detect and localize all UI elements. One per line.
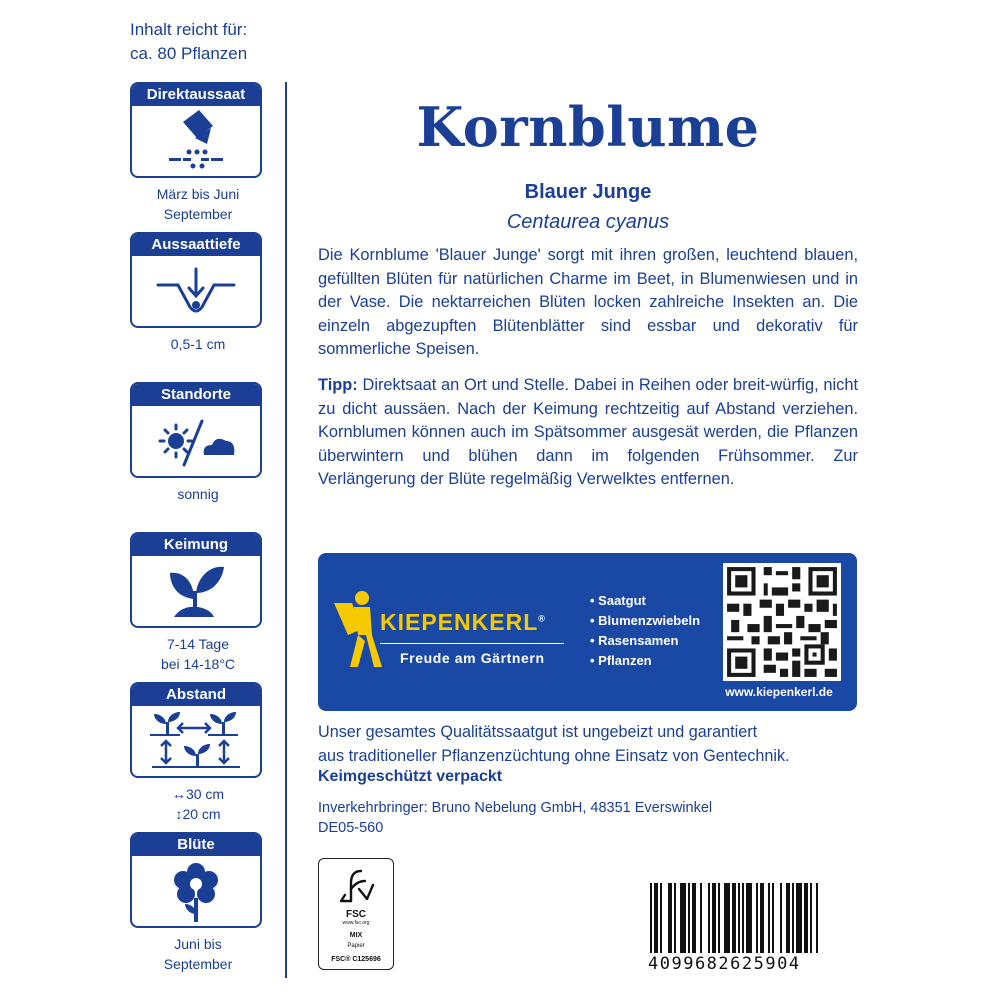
distributor-line: Inverkehrbringer: Bruno Nebelung GmbH, 48351 Everswinkel xyxy=(318,800,713,816)
card-title: Keimung xyxy=(132,534,260,556)
spacing-icon xyxy=(132,706,260,776)
brand-name: KIEPENKERL® xyxy=(380,609,546,635)
barcode-bar xyxy=(816,883,818,953)
brand-divider xyxy=(380,643,564,644)
caption-line: sonnig xyxy=(177,486,219,502)
barcode-bar xyxy=(792,883,794,953)
barcode-bar xyxy=(724,883,730,953)
barcode-bar xyxy=(780,883,782,953)
product-title: Kornblume xyxy=(416,95,760,159)
card-bluete xyxy=(130,832,262,928)
barcode-bar xyxy=(732,883,736,953)
packaging-note: Keimgeschützt verpackt xyxy=(318,768,503,785)
caption-line: 7-14 Tage xyxy=(166,636,229,652)
quality-line: aus traditioneller Pflanzenzüchtung ohne Einsatz von Gentechnik. xyxy=(318,747,790,765)
barcode-bar xyxy=(796,883,802,953)
barcode-bar xyxy=(650,883,652,953)
product-variety: Blauer Junge xyxy=(524,181,652,203)
list-item: • Pflanzen xyxy=(590,653,652,668)
seedling-icon xyxy=(132,556,260,626)
barcode-icon xyxy=(650,883,860,953)
barcode-bar xyxy=(712,883,716,953)
distributor-code: DE05-560 xyxy=(318,820,384,836)
barcode-bar xyxy=(680,883,686,953)
quality-line: Unser gesamtes Qualitätssaatgut ist ungebeizt und garantiert xyxy=(318,723,758,741)
barcode-bar xyxy=(768,883,770,953)
list-item: • Rasensamen xyxy=(590,633,679,648)
brand-banner xyxy=(318,553,857,711)
barcode-bar xyxy=(700,883,702,953)
barcode-bar xyxy=(654,883,658,953)
sidebar-divider xyxy=(285,82,287,978)
card-caption-abstand xyxy=(120,784,276,824)
card-caption-aussaattiefe xyxy=(120,334,276,354)
barcode-bar xyxy=(660,883,662,953)
list-item: • Blumenzwiebeln xyxy=(590,613,701,628)
sun-cloud-icon xyxy=(132,406,260,476)
barcode-bar xyxy=(786,883,790,953)
barcode-bar xyxy=(810,883,812,953)
qr-code-icon[interactable] xyxy=(723,563,841,681)
barcode-bar xyxy=(756,883,758,953)
card-caption-bluete xyxy=(120,934,276,974)
product-description: Die Kornblume 'Blauer Junge' sorgt mit ihren großen, leuchtend blauen, gefüllten Blüten für natürlichen Charme im Beet, in Blumenwiesen und in der Vase. Die nektarreichen Blüten locken zahlreiche Insekten an. Die einzeln abgezupften Blütenblätter sind essbar und dekorativ für sommerliche Speisen. xyxy=(318,246,858,359)
card-aussaattiefe xyxy=(130,232,262,328)
caption-line: ↔30 cm xyxy=(171,786,225,802)
barcode-bar xyxy=(668,883,672,953)
caption-line: September xyxy=(163,956,233,972)
barcode-number: 4099682625904 xyxy=(648,954,801,974)
tip-paragraph xyxy=(318,374,858,492)
content-info-line2: ca. 80 Pflanzen xyxy=(130,44,248,63)
barcode-bar xyxy=(708,883,710,953)
list-item: • Saatgut xyxy=(590,593,646,608)
barcode-bar xyxy=(738,883,740,953)
barcode-bar xyxy=(688,883,690,953)
card-standorte xyxy=(130,382,262,478)
card-title: Direktaussaat xyxy=(132,84,260,106)
caption-line: bei 14-18°C xyxy=(160,656,236,672)
fsc-name: FSC xyxy=(346,909,366,920)
card-title: Abstand xyxy=(132,684,260,706)
product-latin-name: Centaurea cyanus xyxy=(506,211,670,233)
tip-text: Direktsaat an Ort und Stelle. Dabei in Reihen oder breit-würfig, nicht zu dicht aussäen. Nach der Keimung rechtzeitig auf Abstand verziehen. Kornblumen können auch im Spätsommer ausgesät werden, die Pflanzen überwintern und blühen dann im folgenden Frühsommer. Zur Verlängerung der Blüte regelmäßig Verwelktes entfernen. xyxy=(318,376,858,489)
card-title: Standorte xyxy=(132,384,260,406)
card-keimung xyxy=(130,532,262,628)
fsc-paper: Papier xyxy=(347,943,365,949)
content-info-line1: Inhalt reicht für: xyxy=(130,20,248,39)
tip-label: Tipp: xyxy=(318,376,358,394)
caption-line: Juni bis xyxy=(174,936,222,952)
content-info xyxy=(130,18,247,66)
fsc-code: FSC® C125696 xyxy=(331,956,381,963)
website-link[interactable]: www.kiepenkerl.de xyxy=(725,685,833,699)
sowing-icon xyxy=(132,106,260,176)
card-title: Aussaattiefe xyxy=(132,234,260,256)
seed-depth-icon xyxy=(132,256,260,326)
barcode-bar xyxy=(746,883,752,953)
flower-icon xyxy=(132,856,260,926)
barcode-bar xyxy=(742,883,744,953)
barcode-bar xyxy=(692,883,696,953)
distributor-info xyxy=(318,798,712,838)
caption-line: ↕20 cm xyxy=(175,806,221,822)
barcode-bar xyxy=(718,883,720,953)
caption-line: 0,5-1 cm xyxy=(170,336,226,352)
barcode-bar xyxy=(772,883,774,953)
brand-slogan: Freude am Gärtnern xyxy=(400,650,545,666)
fsc-mix: MIX xyxy=(349,932,363,939)
card-direktaussaat xyxy=(130,82,262,178)
fsc-url: www.fsc.org xyxy=(342,920,370,926)
caption-line: September xyxy=(163,206,233,222)
barcode-bar xyxy=(760,883,764,953)
quality-statement xyxy=(318,720,878,768)
fsc-tree-icon xyxy=(337,865,377,905)
kiepenkerl-figure-icon xyxy=(332,589,382,674)
product-list xyxy=(590,591,700,671)
card-caption-keimung xyxy=(120,634,276,674)
card-title: Blüte xyxy=(132,834,260,856)
barcode-bar xyxy=(804,883,808,953)
card-abstand xyxy=(130,682,262,778)
card-caption-standorte xyxy=(120,484,276,504)
fsc-label xyxy=(318,858,394,970)
caption-line: März bis Juni xyxy=(156,186,240,202)
card-caption-direktaussaat xyxy=(120,184,276,224)
barcode-bar xyxy=(674,883,676,953)
